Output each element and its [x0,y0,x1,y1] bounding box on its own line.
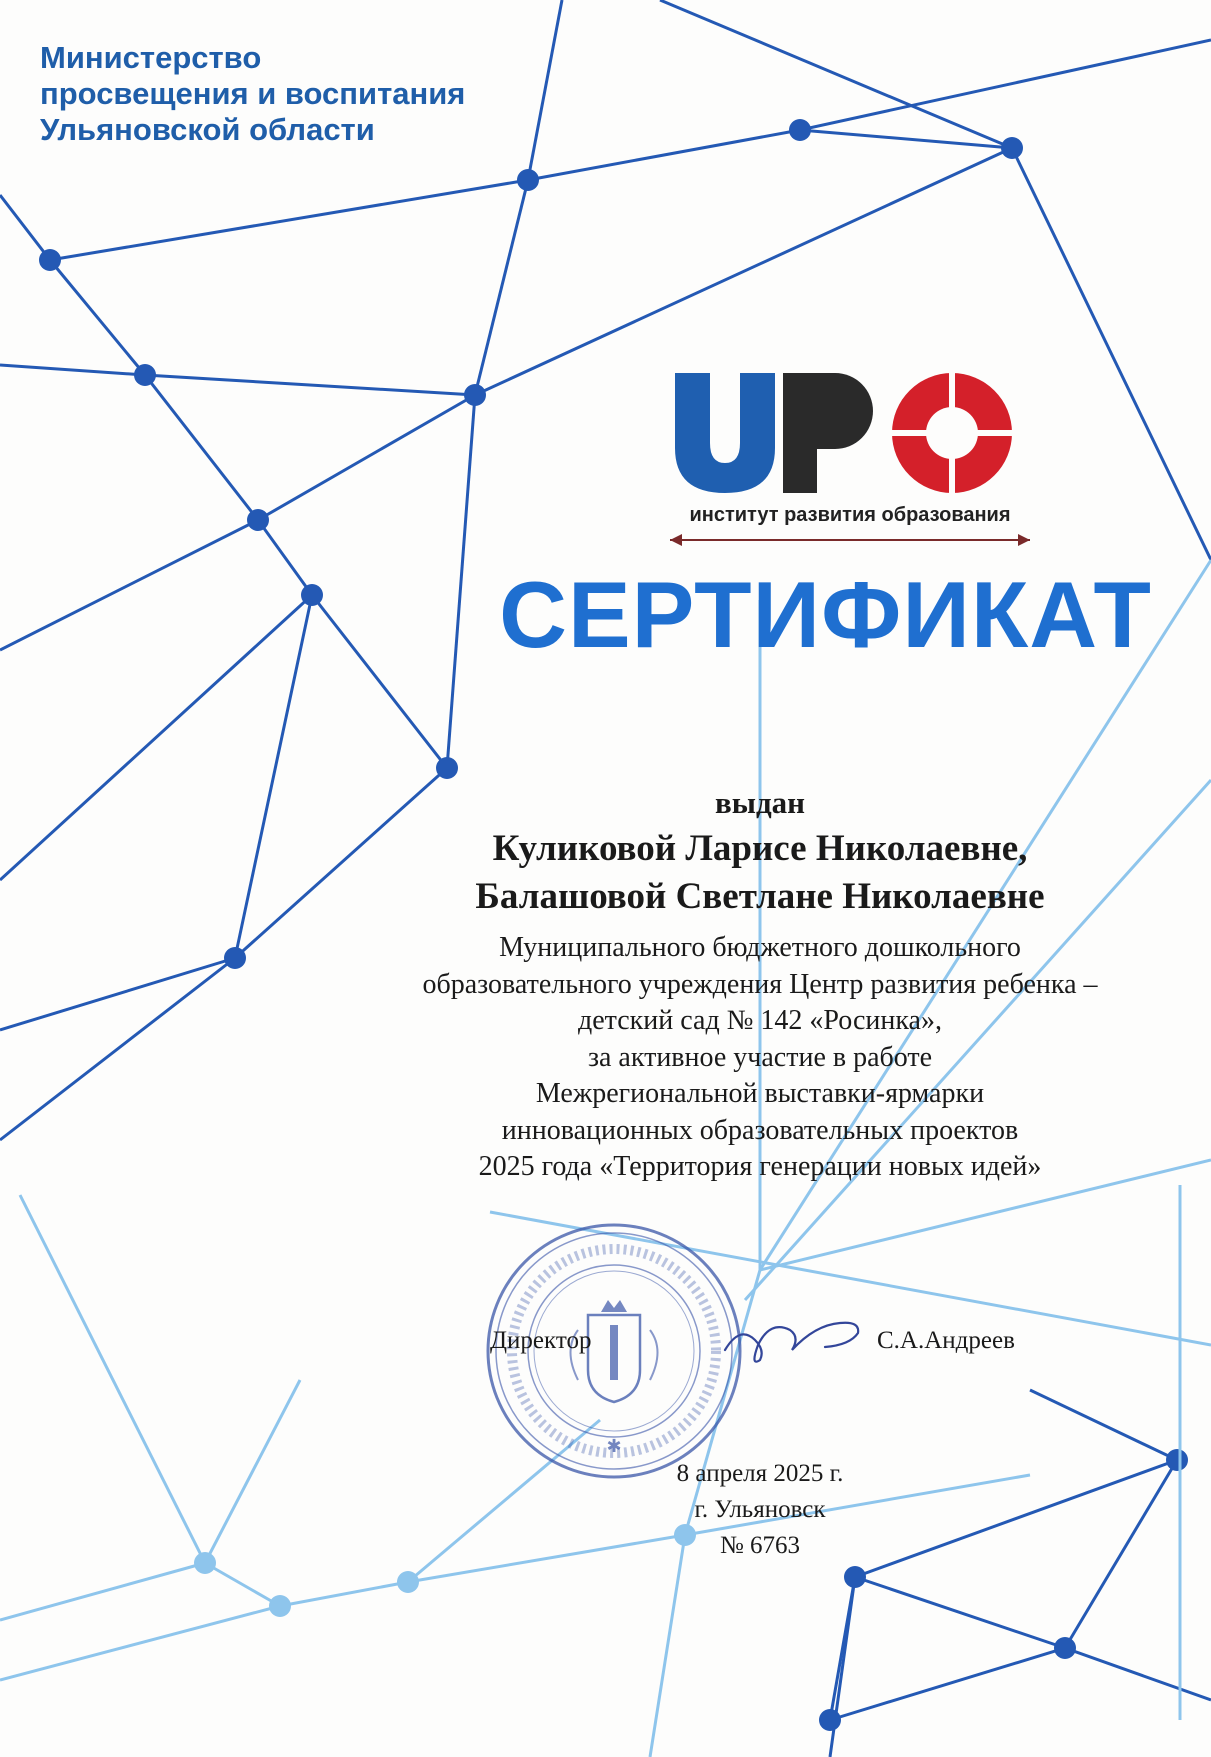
ministry-line: Министерство [40,40,262,75]
director-label: Директор [490,1327,592,1354]
body-line: Межрегиональной выставки-ярмарки [535,1078,985,1109]
recipients [380,825,1140,921]
handwritten-signature [720,1305,870,1375]
certificate-title: СЕРТИФИКАТ [499,562,1152,667]
issued-label: выдан [715,785,805,820]
ministry-line: Ульяновской области [40,112,375,147]
certificate-body [380,930,1140,1186]
certificate-number: № 6763 [719,1532,801,1559]
issue-city: г. Ульяновск [694,1496,826,1523]
svg-text:✱: ✱ [606,1436,622,1457]
ministry-heading [40,40,560,148]
recipient-name: Куликовой Ларисе Николаевне, [492,828,1028,869]
body-line: инновационных образовательных проектов [501,1114,1019,1146]
recipient-name: Балашовой Светлане Николаевне [475,876,1045,917]
issue-date: 8 апреля 2025 г. [676,1460,844,1487]
ministry-line: просвещения и воспитания [40,76,466,111]
body-line: 2025 года «Территория генерации новых идей» [478,1151,1042,1182]
body-line: детский сад № 142 «Росинка», [578,1005,942,1036]
logo-caption: институт развития образования [689,504,1011,526]
body-line: за активное участие в работе [587,1041,933,1073]
body-line: образовательного учреждения Центр развития ребенка – [422,968,1098,1000]
body-line: Муниципального бюджетного дошкольного [499,932,1021,963]
signer-name: С.А.Андреев [877,1327,1015,1354]
